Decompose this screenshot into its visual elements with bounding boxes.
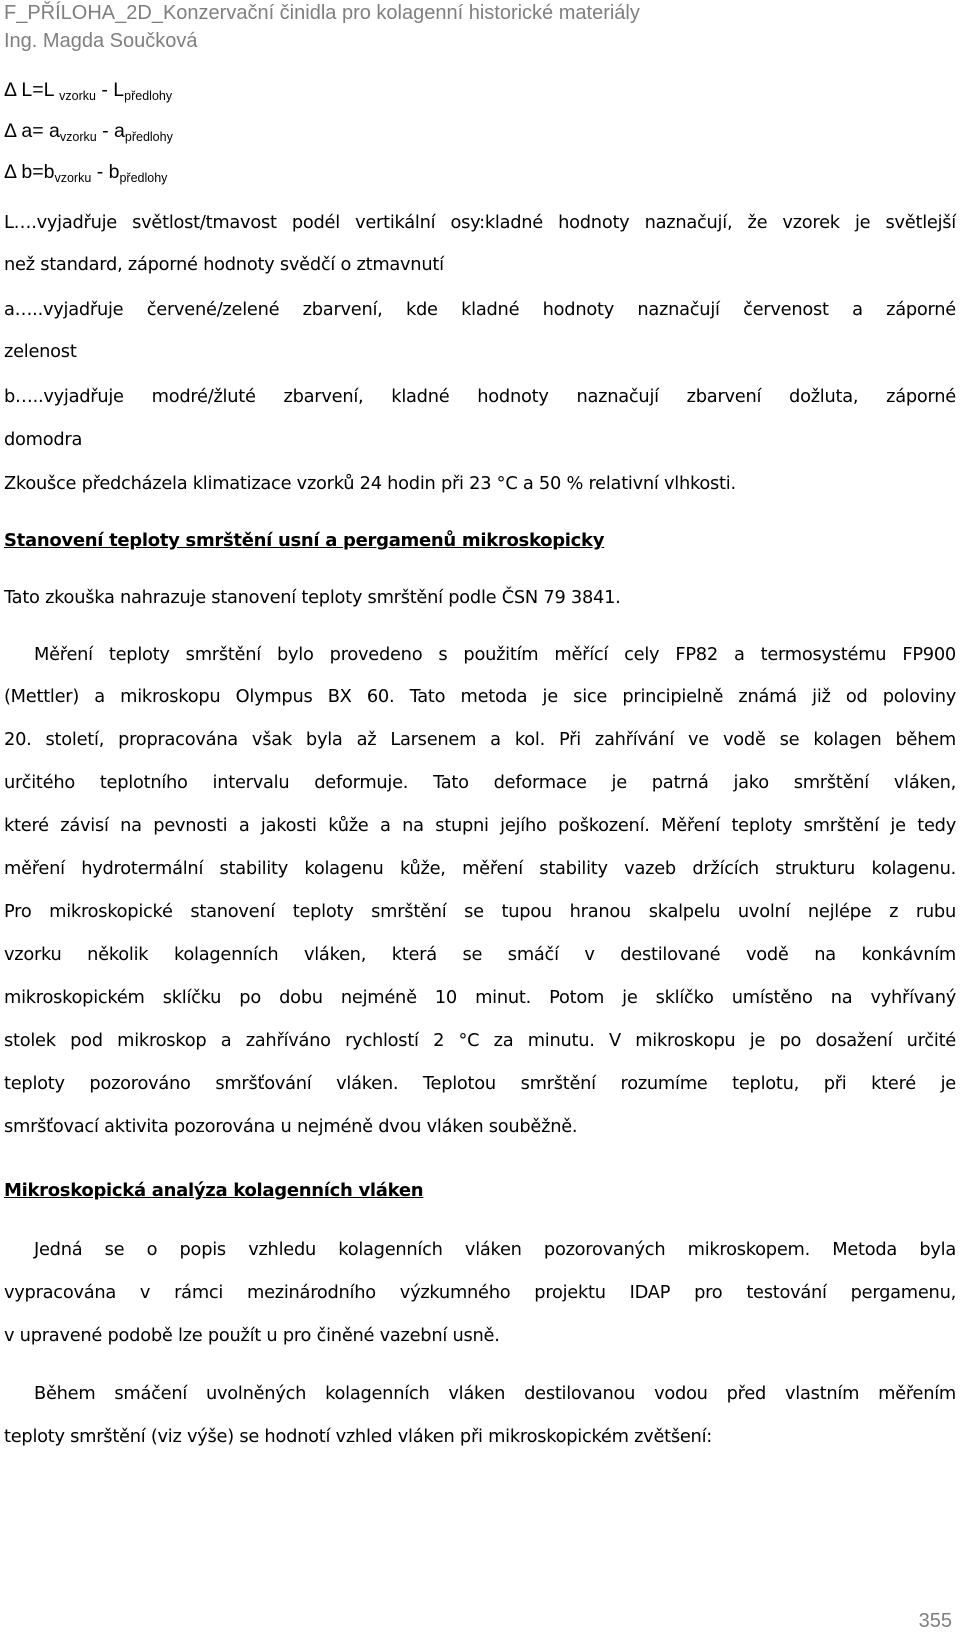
page-number: 355 <box>918 1610 952 1632</box>
section1-intro: Tato zkouška nahrazuje stanovení teploty smrštění podle ČSN 79 3841. <box>4 587 621 608</box>
section2-para2-line: teploty smrštění (viz výše) se hodnotí vzhled vláken při mikroskopickém zvětšení: <box>4 1426 713 1447</box>
document-header-author: Ing. Magda Součková <box>4 30 198 52</box>
section2-para1-line: vypracována v rámci mezinárodního výzkumného projektu IDAP pro testování pergamenu, <box>4 1282 956 1303</box>
definition-b-line1: b…..vyjadřuje modré/žluté zbarvení, kladné hodnoty naznačují zbarvení dožluta, záporné <box>4 386 956 407</box>
section1-line: stolek pod mikroskop a zahříváno rychlostí 2 °C za minutu. V mikroskopu je po dosažení určité <box>4 1030 956 1051</box>
section1-line: 20. století, propracována však byla až Larsenem a kol. Při zahřívání ve vodě se kolagen během <box>4 729 956 750</box>
document-header-title: F_PŘÍLOHA_2D_Konzervační činidla pro kolagenní historické materiály <box>4 2 640 24</box>
section1-line: měření hydrotermální stability kolagenu kůže, měření stability vazeb držících strukturu kolagenu. <box>4 858 956 879</box>
conditioning-note: Zkoušce předcházela klimatizace vzorků 24 hodin při 23 °C a 50 % relativní vlhkosti. <box>4 473 736 494</box>
section1-line: mikroskopickém sklíčku po dobu nejméně 10 minut. Potom je sklíčko umístěno na vyhřívaný <box>4 987 956 1008</box>
section1-line: Měření teploty smrštění bylo provedeno s použitím měřící cely FP82 a termosystému FP900 <box>34 644 956 665</box>
section1-line: určitého teplotního intervalu deformuje. Tato deformace je patrná jako smrštění vláken, <box>4 772 956 793</box>
section1-line: Pro mikroskopické stanovení teploty smrštění se tupou hranou skalpelu uvolní nejlépe z rubu <box>4 901 956 922</box>
definition-a-line2: zelenost <box>4 341 77 362</box>
definition-l-line2: než standard, záporné hodnoty svědčí o ztmavnutí <box>4 254 444 275</box>
formula-delta-a: Δ $a= a_{vzorku} - a_{předlohy}$ <box>4 120 173 144</box>
definition-a-line1: a…..vyjadřuje červené/zelené zbarvení, kde kladné hodnoty naznačují červenost a záporné <box>4 299 956 320</box>
section-heading-microscopic-analysis: Mikroskopická analýza kolagenních vláken <box>4 1180 424 1201</box>
section2-para2-line: Během smáčení uvolněných kolagenních vláken destilovanou vodou před vlastním měřením <box>34 1383 956 1404</box>
section1-line: (Mettler) a mikroskopu Olympus BX 60. Tato metoda je sice principielně známá již od poloviny <box>4 686 956 707</box>
section1-line: které závisí na pevnosti a jakosti kůže a na stupni jejího poškození. Měření teploty smrštění je tedy <box>4 815 956 836</box>
section1-line: teploty pozorováno smršťování vláken. Teplotou smrštění rozumíme teplotu, při které je <box>4 1073 956 1094</box>
formula-delta-b: Δ $b=b_{vzorku} - b_{předlohy}$ <box>4 161 168 185</box>
definition-l-line1: L….vyjadřuje světlost/tmavost podél vertikální osy:kladné hodnoty naznačují, že vzorek je světlejší <box>4 212 956 233</box>
definition-b-line2: domodra <box>4 429 83 450</box>
section-heading-shrinkage: Stanovení teploty smrštění usní a pergamenů mikroskopicky <box>4 530 605 551</box>
section2-para1-line: Jedná se o popis vzhledu kolagenních vláken pozorovaných mikroskopem. Metoda byla <box>34 1239 956 1260</box>
section2-para1-line: v upravené podobě lze použít u pro činěné vazební usně. <box>4 1325 500 1346</box>
section1-line: smršťovací aktivita pozorována u nejméně dvou vláken souběžně. <box>4 1116 578 1137</box>
section1-line: vzorku několik kolagenních vláken, která se smáčí v destilované vodě na konkávním <box>4 944 956 965</box>
formula-delta-l: Δ L=L $_{vzorku} - L_{předlohy}$ <box>4 79 173 103</box>
